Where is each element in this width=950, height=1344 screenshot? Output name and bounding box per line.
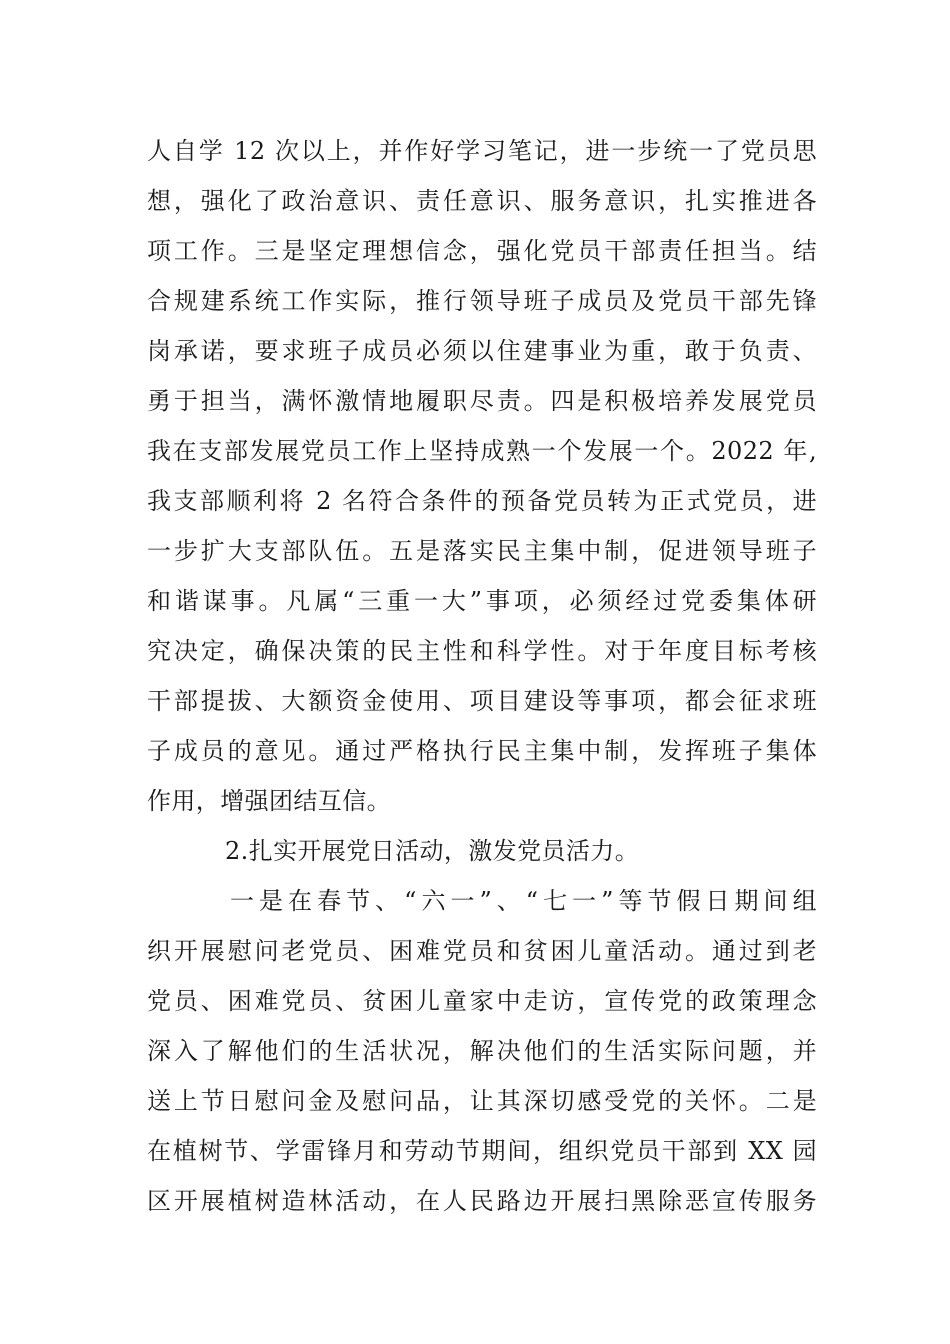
paragraph-2-line-7: 区开展植树造林活动，在人民路边开展扫黑除恶宣传服务 bbox=[147, 1187, 817, 1215]
paragraph-1-line-5: 岗承诺，要求班子成员必须以住建事业为重，敢于负责、 bbox=[147, 337, 817, 365]
paragraph-2-line-6: 在植树节、学雷锋月和劳动节期间，组织党员干部到 XX 园 bbox=[147, 1137, 817, 1165]
section-heading: 2.扎实开展党日活动，激发党员活力。 bbox=[225, 837, 640, 865]
paragraph-1-line-10: 和谐谋事。凡属“三重一大”事项，必须经过党委集体研 bbox=[147, 587, 817, 615]
paragraph-2-line-2: 织开展慰问老党员、困难党员和贫困儿童活动。通过到老 bbox=[147, 937, 817, 965]
paragraph-1-line-3: 项工作。三是坚定理想信念，强化党员干部责任担当。结 bbox=[147, 237, 817, 265]
paragraph-1-line-11: 究决定，确保决策的民主性和科学性。对于年度目标考核 bbox=[147, 637, 817, 665]
paragraph-1-line-4: 合规建系统工作实际，推行领导班子成员及党员干部先锋 bbox=[147, 287, 817, 315]
paragraph-1-line-9: 一步扩大支部队伍。五是落实民主集中制，促进领导班子 bbox=[147, 537, 817, 565]
paragraph-1-line-2: 想，强化了政治意识、责任意识、服务意识，扎实推进各 bbox=[147, 187, 817, 215]
paragraph-1-line-14: 作用，增强团结互信。 bbox=[147, 787, 391, 815]
paragraph-1-line-13: 子成员的意见。通过严格执行民主集中制，发挥班子集体 bbox=[147, 737, 817, 765]
paragraph-1-line-1: 人自学 12 次以上，并作好学习笔记，进一步统一了党员思 bbox=[147, 137, 817, 165]
paragraph-2-line-4: 深入了解他们的生活状况，解决他们的生活实际问题，并 bbox=[147, 1037, 817, 1065]
paragraph-1-line-8: 我支部顺利将 2 名符合条件的预备党员转为正式党员，进 bbox=[147, 487, 817, 515]
paragraph-2-line-3: 党员、困难党员、贫困儿童家中走访，宣传党的政策理念 bbox=[147, 987, 817, 1015]
paragraph-1-line-6: 勇于担当，满怀激情地履职尽责。四是积极培养发展党员 bbox=[147, 387, 817, 415]
paragraph-1-line-7: 我在支部发展党员工作上坚持成熟一个发展一个。2022 年, bbox=[147, 437, 817, 465]
paragraph-2-line-5: 送上节日慰问金及慰问品，让其深切感受党的关怀。二是 bbox=[147, 1087, 817, 1115]
paragraph-2-line-1: 一是在春节、“六一”、“七一”等节假日期间组 bbox=[230, 887, 817, 915]
paragraph-1-line-12: 干部提拔、大额资金使用、项目建设等事项，都会征求班 bbox=[147, 687, 817, 715]
